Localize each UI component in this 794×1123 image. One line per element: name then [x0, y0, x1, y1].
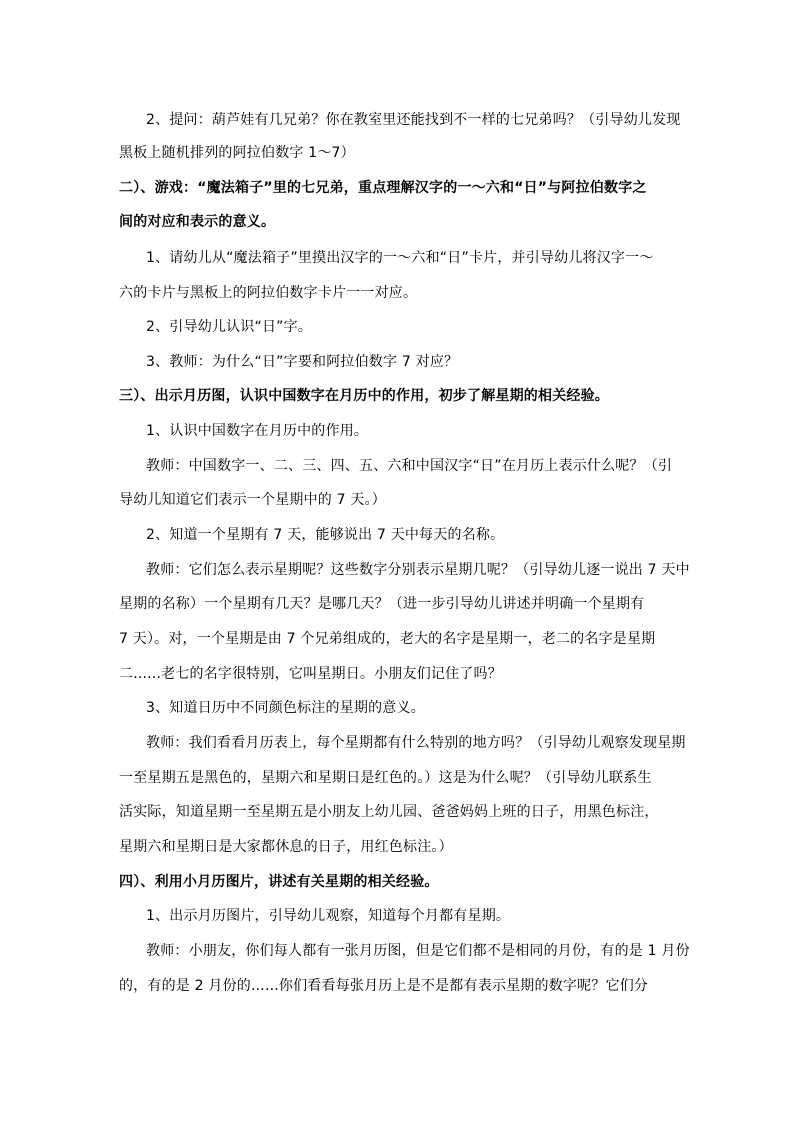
text-line-14: 教师：它们怎么表示星期呢？这些数字分别表示星期几呢？（引导幼儿逐一说出 7 天中	[146, 562, 690, 578]
text-line-16: 7 天）。对，一个星期是由 7 个兄弟组成的，老大的名字是星期一，老二的名字是星期	[119, 631, 656, 647]
text-line-15: 星期的名称）一个星期有几天？是哪几天？（进一步引导幼儿讲述并明确一个星期有	[119, 596, 645, 612]
section-heading-4: 四）、利用小月历图片，讲述有关星期的相关经验。	[119, 874, 439, 890]
text-line-24: 1、出示月历图片，引导幼儿观察，知道每个月都有星期。	[146, 908, 511, 924]
text-line-12: 导幼儿知道它们表示一个星期中的 7 天。）	[119, 492, 387, 508]
section-heading-2: 二）、游戏：“魔法箱子”里的七兄弟，重点理解汉字的一～六和“日”与阿拉伯数字之	[119, 180, 647, 196]
text-line-8: 3、教师：为什么“日”字要和阿拉伯数字 7 对应？	[146, 354, 459, 370]
text-line-22: 星期六和星期日是大家都休息的日子，用红色标注。）	[119, 839, 453, 855]
text-line-5: 1、请幼儿从“魔法箱子”里摸出汉字的一～六和“日”卡片，并引导幼儿将汉字一～	[146, 250, 654, 266]
text-line-26: 的，有的是 2 月份的......你们看看每张月历上是不是都有表示星期的数字呢？它们分	[119, 978, 649, 994]
text-line-11: 教师：中国数字一、二、三、四、五、六和中国汉字“日”在月历上表示什么呢？（引	[146, 458, 673, 474]
text-line-13: 2、知道一个星期有 7 天，能够说出 7 天中每天的名称。	[146, 527, 505, 543]
text-line-10: 1、认识中国数字在月历中的作用。	[146, 423, 369, 439]
text-line-20: 一至星期五是黑色的，星期六和星期日是红色的。）这是为什么呢？（引导幼儿联系生	[119, 770, 652, 786]
text-line-18: 3、知道日历中不同颜色标注的星期的意义。	[146, 700, 425, 716]
text-line-6: 六的卡片与黑板上的阿拉伯数字卡片一一对应。	[119, 285, 418, 301]
text-line-19: 教师：我们看看月历表上，每个星期都有什么特别的地方吗？（引导幼儿观察发现星期	[146, 735, 686, 751]
section-heading-3: 三）、出示月历图，认识中国数字在月历中的作用，初步了解星期的相关经验。	[119, 388, 609, 404]
section-heading-2-cont: 间的对应和表示的意义。	[119, 214, 276, 230]
text-line-25: 教师：小朋友，你们每人都有一张月历图，但是它们都不是相同的月份，有的是 1 月份	[146, 943, 690, 959]
text-line-1: 2、提问：葫芦娃有几兄弟？你在教室里还能找到不一样的七兄弟吗？（引导幼儿发现	[146, 112, 681, 128]
text-line-7: 2、引导幼儿认识“日”字。	[146, 319, 313, 335]
text-line-17: 二......老七的名字很特别，它叫星期日。小朋友们记住了吗？	[119, 666, 502, 682]
text-line-2: 黑板上随机排列的阿拉伯数字 1～7）	[119, 145, 355, 161]
text-line-21: 活实际，知道星期一至星期五是小朋友上幼儿园、爸爸妈妈上班的日子，用黑色标注，	[119, 804, 659, 820]
